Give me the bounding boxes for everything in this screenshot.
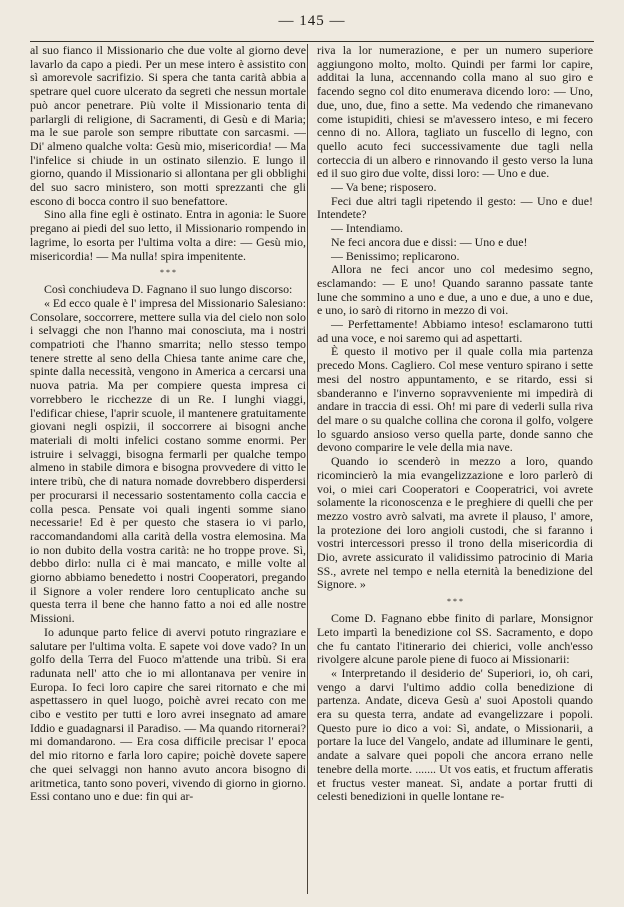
separator-text: * * * (447, 597, 463, 607)
paragraph: « Ed ecco quale è l' impresa del Missionario Salesiano: Consolare, soccorrere, mettere sulla via del cielo non solo i selvaggi che non l'hanno mai conosciuta, ma i nostri compatrioti che l'hanno smarrita; nello stesso tempo tenere strette al seno della Chiesa tante anime care che, spinte dalla necessità, vengono in America a cercarsi una nuova patria. Ma per compiere questa impresa ci vorrebbero le ricchezze di un Re. I lunghi viaggi, l'edificar chiese, l'aprir scuole, il mantenere gratuitamente giovani negli ospizii, il soccorrere ai bisogni anche materiali di molti infelici costano somme enormi. Per istruire i selvaggi, bisogna fermarli per qualche tempo almeno in stabile dimora e bisogna provvedere di vitto le intere tribù, che di natura nomade dovrebbero disperdersi per procurarsi il necessario sostentamento colla caccia e colla pesca. Pensate voi quali ingenti somme siano necessarie! Ed è per questo che stasera io vi parlo, raccomandandomi alla carità della vostra elemosina. Ma io non dubito della vostra carità: ne ho troppe prove. Sì, debbo dirlo: nulla ci è mai mancato, e mille volte al giorno abbiamo benedetto i nostri Cooperatori, pregando il Signore a voler rendere loro centuplicato anche su questa terra il bene che hanno fatto a noi ed alle nostre Missioni. (30, 295, 306, 626)
left-column (30, 44, 306, 896)
paragraph: al suo fianco il Missionario che due volte al giorno deve lavarlo da capo a piedi. Per un mese intero è assistito con sì amorevole sacrifizio. Si spera che tanta carità abbia a spetrare quel cuore ulcerato da segreti che nessun mortale può ancor penetrare. Più volte il Missionario tenta di parlargli di religione, di Sacramenti, di Gesù e di Maria; ma le sue parole son sempre ributtate con sarcasmi. — Di' almeno qualche volta: Gesù mio, misericordia! — Ma l'infelice si chiude in un ostinato silenzio. E lungo il giorno, quando il Missionario si allontana per gli obblighi del suo sacro ministero, son motti sprezzanti che gli escono di bocca contro il suo benefattore. (30, 44, 306, 208)
paragraph: Allora ne feci ancor uno col medesimo segno, esclamando: — E uno! Quando saranno passate tante lune che sommino a uno e due, a uno e due, a uno e due, e uno, io sarò di ritorno in mezzo di voi. (317, 262, 593, 318)
paragraph: Così conchiudeva D. Fagnano il suo lungo discorso: (44, 282, 293, 297)
paragraph: — Intendiamo. (331, 221, 403, 236)
column-divider (307, 44, 308, 894)
paragraph: Feci due altri tagli ripetendo il gesto: — Uno e due! Intendete? (317, 193, 593, 222)
paragraph: Quando io scenderò in mezzo a loro, quando ricomincierò la mia evangelizzazione e loro parlerò di voi, o miei cari Cooperatori e Cooperatrici, voi avrete solamente la riconoscenza e le preghiere di quelli che per mezzo vostro avrò salvati, ma avrete il plauso, l' amore, la protezione dei loro angioli custodi, che si faranno i vostri intercessori presso il trono della misericordia di Dio, avrete assicurato il validissimo patrocinio di Maria SS., avrete nel tempo e nella eternità la benedizione del Signore. » (317, 454, 593, 592)
paragraph: — Benissimo; replicarono. (331, 248, 460, 263)
paragraph: — Va bene; risposero. (331, 180, 437, 195)
paragraph: Come D. Fagnano ebbe finito di parlare, Monsignor Leto impartì la benedizione col SS. Sacramento, e dopo che fu cantato l'itinerario dei chierici, volle anch'esso rivolgere alcune parole piene di fuoco ai Missionarii: (317, 611, 593, 667)
separator-text: * * * (160, 268, 176, 278)
paragraph: riva la lor numerazione, e per un numero superiore aggiungono molto, molto. Quindi per farmi lor capire, additai la luna, accennando colla mano al suo giro e facendo segno col dito enumerava dicendo loro: — Uno, due, uno, due, fino a sette. Ma vedendo che rimanevano come istupiditi, chiesi se m'avessero inteso, e mi fecero cenno di no. Allora, tagliato un fuscello di legno, con quello acuto feci successivamente due tagli nella corteccia di un albero e rinnovando il gesto verso la luna ed il suo giro due volte, dissi loro: — Uno e due. (317, 44, 593, 181)
page-number: — 145 — (278, 13, 346, 29)
section-separator (30, 269, 306, 277)
paragraph: — Perfettamente! Abbiamo inteso! esclamarono tutti ad una voce, e noi saremo qui ad aspettarti. (317, 317, 593, 345)
paragraph: « Interpretando il desiderio de' Superiori, io, oh cari, vengo a darvi l'ultimo addio colla benedizione di partenza. Andate, diceva Gesù a' suoi Apostoli quando era su questa terra, andate ad evangelizzare i popoli. Questo pure io dico a voi: Sì, andate, o Missionarii, a portare la luce del Vangelo, andate ad illuminare le genti, andate a salvare quei popoli che ancora errano nelle tenebre della morte. ....... Ut vos eatis, et fructum afferatis et fructus vester maneat. Sì, andate a portar frutti di celesti benedizioni in quelle lontane re- (317, 665, 593, 804)
section-separator (317, 598, 593, 606)
paragraph: Sino alla fine egli è ostinato. Entra in agonia: le Suore pregano ai piedi del suo letto, il Missionario rompendo in lagrime, lo esorta per l'ultima volta a dire: — Gesù mio, misericordia! — Ma nulla! spira impenitente. (30, 207, 306, 263)
paragraph: Io adunque parto felice di avervi potuto ringraziare e salutare per l'ultima volta. E sapete voi dove vado? In un golfo della Terra del Fuoco m'attende una tribù. Si era radunata nell' atto che io mi allontanava per venire in Europa. Io feci loro capire che sarei ritornato e che mi aspettassero in quel luogo, poichè avrei recato con me cibo e vestito per tutti e loro avrei insegnato ad amare Iddio e guadagnarsi il Paradiso. — Ma quando ritornerai? mi domandarono. — Era cosa difficile precisar l' epoca del mio ritorno e farla loro capire; poichè dovete sapere che quei selvaggi non hanno avuto ancora bisogno di aritmetica, tanto sono poveri, vivendo di giorno in giorno. Essi contano uno e due: fin qui ar- (30, 624, 306, 804)
paragraph: È questo il motivo per il quale colla mia partenza precedo Mons. Cagliero. Col mese venturo spirano i sette mesi del nostro appuntamento, e se ritardo, essi si sbanderanno e l'inverno sopravveniente mi impedirà di andare in traccia di essi. Oh! mi pare di vederli sulla riva del mare o su qualche collina che corona il golfo, volgere lo sguardo ansioso verso quella parte, donde sanno che devono comparire le vele della mia nave. (317, 344, 593, 455)
right-column (317, 44, 593, 896)
header-rule (30, 41, 594, 42)
paragraph: Ne feci ancora due e dissi: — Uno e due! (331, 234, 528, 249)
